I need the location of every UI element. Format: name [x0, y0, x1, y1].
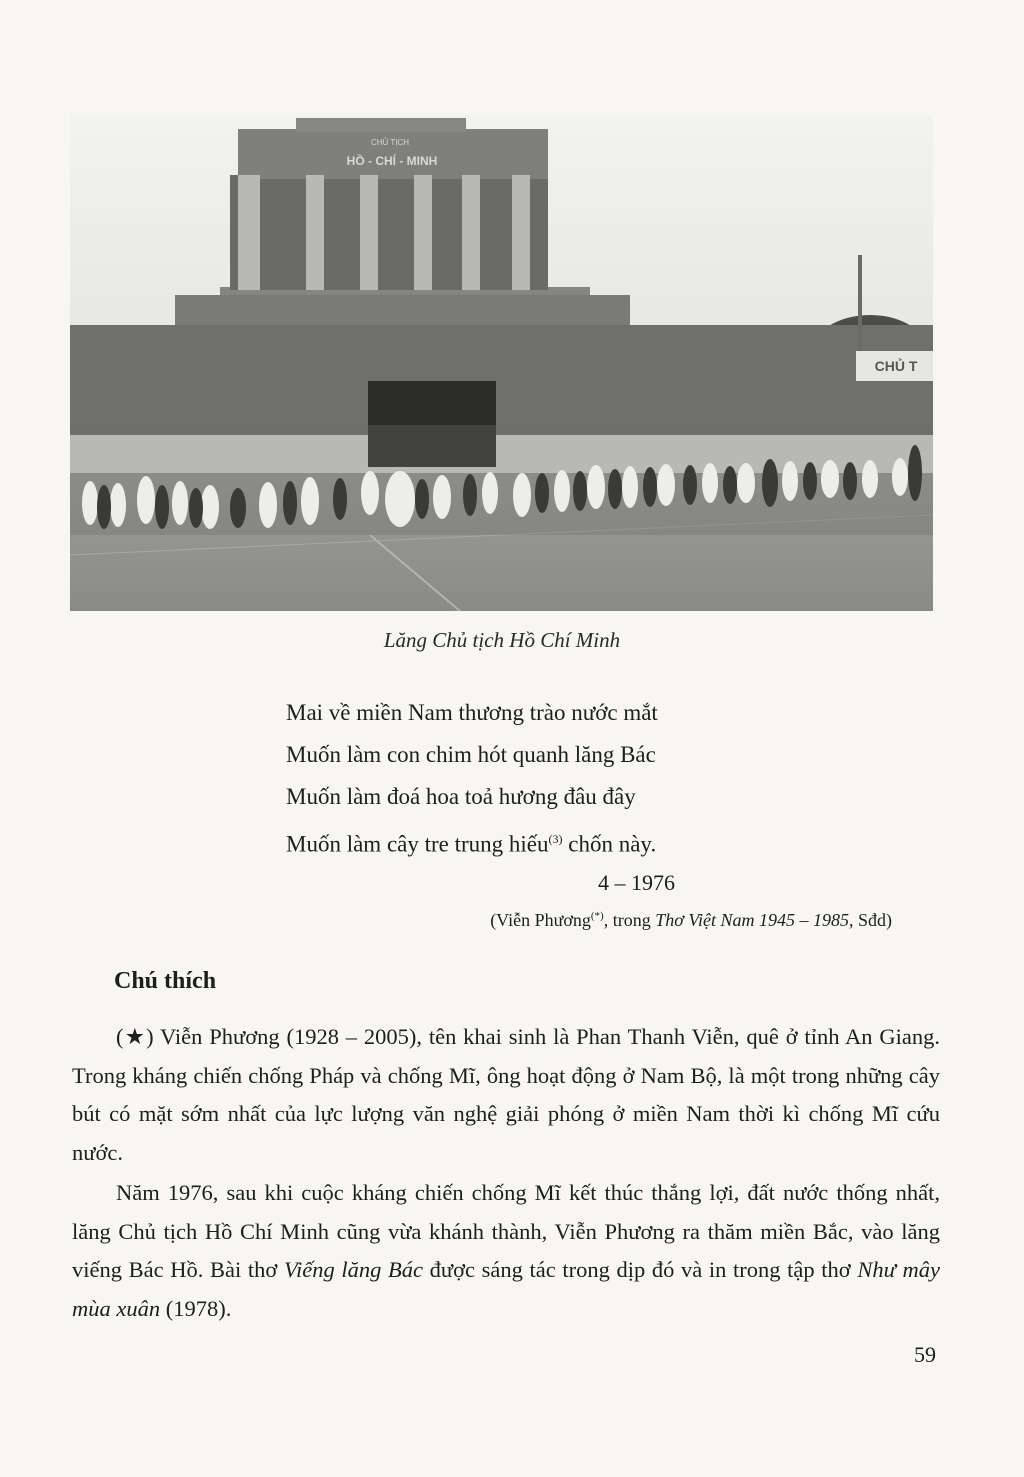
poem-line: Muốn làm đoá hoa toả hương đâu đây: [286, 784, 636, 809]
footnote-marker: (3): [548, 832, 563, 846]
note-paragraph-2: [72, 1174, 940, 1328]
note-text: (★) Viễn Phương (1928 – 2005), tên khai sinh là Phan Thanh Viễn, quê ở tỉnh An Giang. Trong kháng chiến chống Pháp và chống Mĩ, ông hoạt động ở Nam Bộ, là một trong những cây bút có mặt sớm nhất của lực lượng văn nghệ giải phóng ở miền Nam thời kì chống Mĩ cứu nước.: [72, 1024, 940, 1165]
source-text: , trong: [603, 910, 656, 930]
sign-text: CHỦ T: [874, 358, 918, 374]
poem-title: Viếng lăng Bác: [283, 1257, 424, 1282]
page-number: 59: [914, 1342, 936, 1367]
poem-line: Muốn làm con chim hót quanh lăng Bác: [286, 742, 656, 767]
note-text: được sáng tác trong dịp đó và in trong tập thơ: [423, 1257, 858, 1282]
source-footnote-marker: (*): [590, 910, 604, 922]
poem-line-text: Muốn làm cây tre trung hiếu: [286, 831, 549, 857]
source-author: (Viễn Phương: [490, 910, 591, 930]
facade-text: HỒ - CHÍ - MINH: [346, 154, 438, 168]
poem-date: 4 – 1976: [598, 870, 675, 895]
photo-caption: Lăng Chủ tịch Hồ Chí Minh: [383, 628, 621, 652]
poem-line-with-footnote: [286, 818, 658, 866]
source-work-title: Thơ Việt Nam 1945 – 1985: [655, 910, 849, 930]
note-paragraph-1: [72, 1018, 940, 1172]
note-text: (1978).: [160, 1295, 232, 1321]
mausoleum-illustration: [70, 115, 933, 611]
poem-line-end: chốn này.: [562, 831, 657, 857]
poem-stanza: [286, 692, 658, 866]
mausoleum-photo: [70, 115, 933, 611]
poem-source: [490, 910, 892, 931]
source-close: , Sđd): [848, 910, 892, 930]
note-text: Năm 1976, sau khi cuộc kháng chiến chống Mĩ kết thúc thắng lợi, đất nước thống nhất, lăng Chủ tịch Hồ Chí Minh cũng vừa khánh thành, Viễn Phương ra thăm miền Bắc, vào lăng viếng Bác Hồ. Bài thơ: [72, 1180, 940, 1282]
poem-line: Mai về miền Nam thương trào nước mắt: [286, 700, 658, 725]
facade-small-text: CHỦ TỊCH: [370, 138, 410, 147]
notes-heading: Chú thích: [114, 968, 217, 994]
collection-title: Như mây mùa xuân: [72, 1257, 940, 1321]
